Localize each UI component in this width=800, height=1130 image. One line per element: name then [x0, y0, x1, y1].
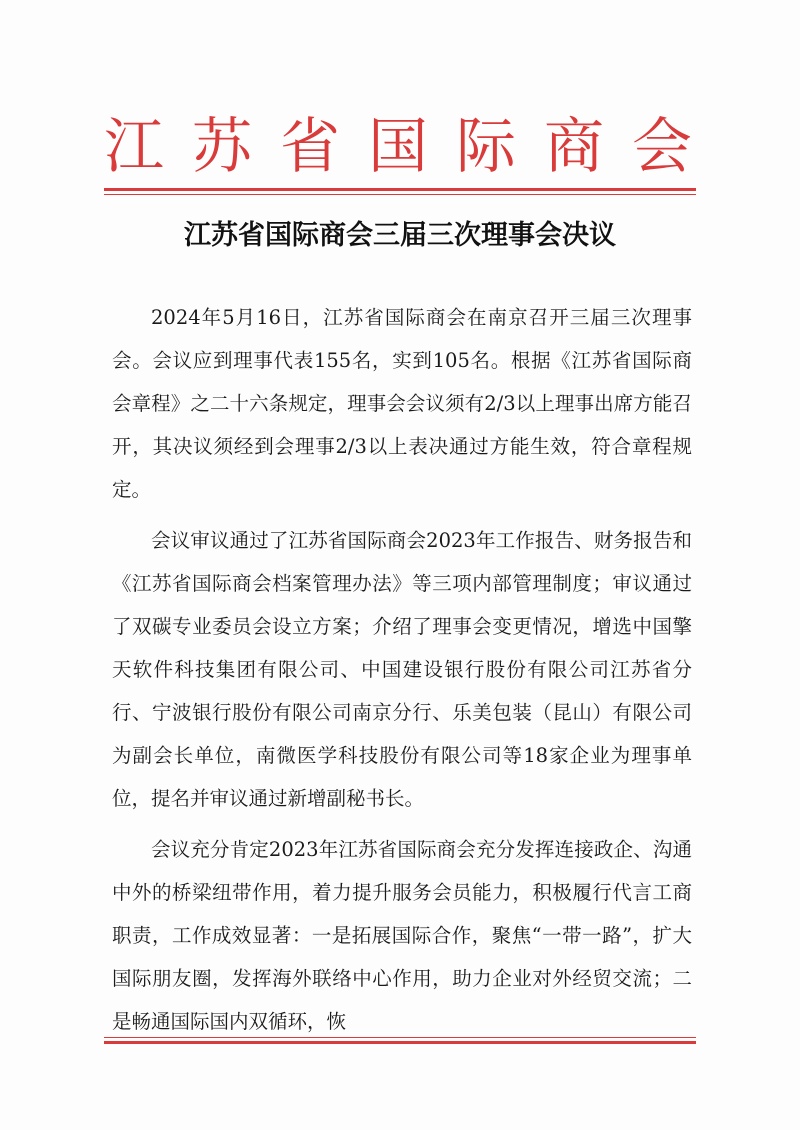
- masthead-rule-thin: [104, 194, 696, 195]
- paragraph-1: 2024年5月16日，江苏省国际商会在南京召开三届三次理事会。会议应到理事代表155名，实到105名。根据《江苏省国际商会章程》之二十六条规定，理事会会议须有2/3以上理事出席方能召开，其决议须经到会理事2/3以上表决通过方能生效，符合章程规定。: [112, 306, 692, 501]
- document-body: [112, 296, 692, 1043]
- footer-rule-thin: [104, 1037, 696, 1038]
- masthead-rule-thick: [104, 188, 696, 191]
- organization-masthead: 江苏省国际商会: [104, 112, 720, 182]
- footer-rule-thick: [104, 1041, 696, 1044]
- document-title: 江苏省国际商会三届三次理事会决议: [184, 220, 616, 251]
- paragraph-3: 会议充分肯定2023年江苏省国际商会充分发挥连接政企、沟通中外的桥梁纽带作用，着力提升服务会员能力，积极履行代言工商职责，工作成效显著：一是拓展国际合作，聚焦“一带一路”，扩大国际朋友圈，发挥海外联络中心作用，助力企业对外经贸交流；二是畅通国际国内双循环，恢: [112, 838, 692, 1033]
- paragraph-2: 会议审议通过了江苏省国际商会2023年工作报告、财务报告和《江苏省国际商会档案管理办法》等三项内部管理制度；审议通过了双碳专业委员会设立方案；介绍了理事会变更情况，增选中国擎天软件科技集团有限公司、中国建设银行股份有限公司江苏省分行、宁波银行股份有限公司南京分行、乐美包装（昆山）有限公司为副会长单位，南微医学科技股份有限公司等18家企业为理事单位，提名并审议通过新增副秘书长。: [112, 529, 692, 810]
